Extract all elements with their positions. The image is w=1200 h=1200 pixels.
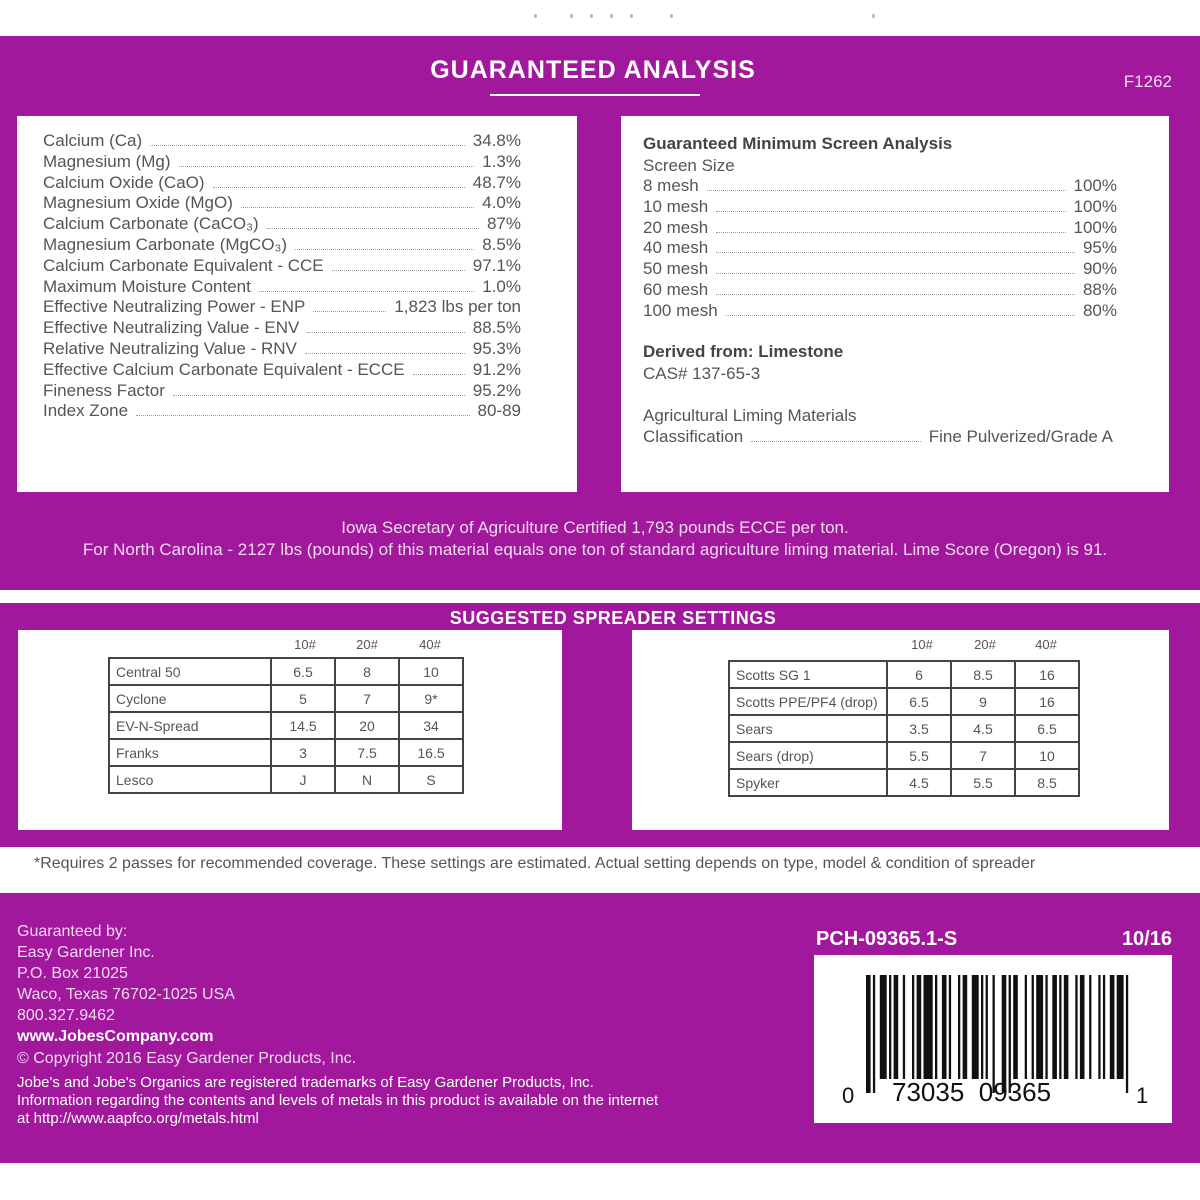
setting-cell: 16 bbox=[1015, 661, 1079, 688]
metals-info: Information regarding the contents and levels of metals in this product is available on the internet bbox=[17, 1092, 659, 1109]
pch-code: PCH-09365.1-S bbox=[816, 928, 958, 950]
analysis-label: Magnesium Oxide (MgO) bbox=[43, 193, 233, 213]
setting-cell: 16 bbox=[1015, 688, 1079, 715]
barcode-bar bbox=[1103, 975, 1105, 1079]
spreader-model: Lesco bbox=[109, 766, 271, 793]
analysis-value: 1,823 lbs per ton bbox=[394, 297, 521, 317]
setting-cell: 34 bbox=[399, 712, 463, 739]
analysis-value: 8.5% bbox=[482, 235, 521, 254]
analysis-label: Effective Calcium Carbonate Equivalent - ECCE bbox=[43, 359, 405, 379]
setting-cell: 7 bbox=[335, 685, 399, 712]
table-row bbox=[729, 769, 1079, 796]
column-header: 10# bbox=[911, 637, 933, 652]
spreader-model: Spyker bbox=[729, 769, 887, 796]
setting-cell: 8.5 bbox=[1015, 769, 1079, 796]
analysis-label: Calcium (Ca) bbox=[43, 131, 143, 150]
table-row bbox=[729, 661, 1079, 688]
barcode-bar bbox=[1089, 975, 1091, 1079]
analysis-row bbox=[43, 317, 521, 338]
north-carolina-statement: For North Carolina - 2127 lbs (pounds) of this material equals one ton of standard agriculture liming material. Lime Score (Oregon) is 91. bbox=[82, 540, 1108, 559]
barcode-bar bbox=[924, 975, 933, 1079]
mesh-row bbox=[643, 258, 1117, 279]
leader-dots bbox=[716, 258, 1075, 274]
leader-dots bbox=[150, 130, 465, 146]
barcode-bar bbox=[1036, 975, 1043, 1079]
analysis-label: Magnesium (Mg) bbox=[43, 151, 171, 171]
setting-cell: 6.5 bbox=[271, 658, 335, 685]
barcode-bar bbox=[993, 975, 995, 1093]
barcode-bar bbox=[873, 975, 875, 1093]
setting-cell: 6 bbox=[887, 661, 951, 688]
barcode-bar bbox=[1075, 975, 1077, 1079]
mesh-label: 10 mesh bbox=[643, 196, 709, 216]
analysis-value: 97.1% bbox=[472, 255, 521, 275]
barcode-bar bbox=[1025, 975, 1027, 1079]
guaranteed-analysis-title: GUARANTEED ANALYSIS bbox=[430, 56, 756, 84]
guaranteed-by-label: Guaranteed by: bbox=[17, 923, 128, 940]
spreader-model: Scotts PPE/PF4 (drop) bbox=[729, 688, 887, 715]
analysis-panel bbox=[17, 116, 577, 492]
barcode-bar bbox=[935, 975, 937, 1079]
barcode-bar bbox=[1052, 975, 1057, 1079]
analysis-label: Calcium Oxide (CaO) bbox=[43, 172, 205, 192]
barcode-bar bbox=[1064, 975, 1069, 1079]
leader-dots bbox=[305, 338, 465, 354]
setting-cell: 7.5 bbox=[335, 739, 399, 766]
analysis-label: Fineness Factor bbox=[43, 380, 165, 400]
setting-cell: 10 bbox=[399, 658, 463, 685]
barcode-bar bbox=[866, 975, 871, 1093]
analysis-value: 1.3% bbox=[482, 151, 521, 171]
analysis-row bbox=[43, 130, 521, 151]
setting-cell: 10 bbox=[1015, 742, 1079, 769]
analysis-row bbox=[43, 151, 521, 172]
setting-cell: N bbox=[335, 766, 399, 793]
table-row bbox=[109, 712, 463, 739]
spreader-table-right bbox=[728, 660, 1080, 797]
analysis-value: 91.2% bbox=[472, 359, 521, 379]
spreader-model: Central 50 bbox=[109, 658, 271, 685]
table-row bbox=[729, 688, 1079, 715]
spreader-table-left bbox=[108, 657, 464, 794]
analysis-row bbox=[43, 255, 521, 276]
setting-cell: 5.5 bbox=[887, 742, 951, 769]
analysis-label: Calcium Carbonate Equivalent - CCE bbox=[43, 255, 324, 275]
analysis-label: Effective Neutralizing Value - ENV bbox=[43, 318, 300, 338]
spreader-panel-left bbox=[18, 630, 562, 830]
product-code: F1262 bbox=[1123, 72, 1172, 91]
leader-dots bbox=[413, 359, 465, 375]
title-underline bbox=[490, 94, 700, 96]
barcode-bar bbox=[949, 975, 951, 1079]
table-row bbox=[109, 739, 463, 766]
barcode-bar bbox=[972, 975, 979, 1079]
leader-dots bbox=[751, 426, 921, 442]
analysis-value: 87% bbox=[486, 214, 521, 234]
copyright: © Copyright 2016 Easy Gardener Products, Inc. bbox=[17, 1050, 357, 1067]
analysis-label: Maximum Moisture Content bbox=[43, 276, 251, 296]
table-row bbox=[109, 658, 463, 685]
leader-dots bbox=[716, 196, 1065, 212]
spreader-note: *Requires 2 passes for recommended coverage. These settings are estimated. Actual setting depends on type, model & condition of spreader bbox=[34, 855, 1036, 872]
print-date: 10/16 bbox=[1121, 928, 1172, 950]
column-header: 40# bbox=[419, 637, 441, 652]
barcode-bar bbox=[1013, 975, 1018, 1079]
mesh-label: 40 mesh bbox=[643, 238, 709, 258]
mesh-row bbox=[643, 237, 1117, 258]
analysis-value: 80-89 bbox=[477, 401, 521, 421]
setting-cell: 6.5 bbox=[1015, 715, 1079, 742]
setting-cell: 5.5 bbox=[951, 769, 1015, 796]
mesh-label: 20 mesh bbox=[643, 217, 709, 237]
top-edge-marks bbox=[300, 14, 900, 26]
leader-dots bbox=[716, 279, 1075, 295]
setting-cell: 16.5 bbox=[399, 739, 463, 766]
leader-dots bbox=[267, 213, 479, 229]
barcode-check-digit: 1 bbox=[1136, 1083, 1149, 1108]
leader-dots bbox=[136, 400, 469, 416]
spreader-model: Franks bbox=[109, 739, 271, 766]
setting-cell: 20 bbox=[335, 712, 399, 739]
analysis-label: Relative Neutralizing Value - RNV bbox=[43, 339, 297, 358]
table-row bbox=[729, 715, 1079, 742]
leader-dots bbox=[259, 276, 474, 292]
mesh-label: 60 mesh bbox=[643, 280, 709, 299]
mesh-row bbox=[643, 279, 1117, 300]
barcode-bar bbox=[1110, 975, 1115, 1079]
barcode-bar bbox=[981, 975, 983, 1079]
spreader-panel-right bbox=[632, 630, 1169, 830]
leader-dots bbox=[213, 172, 465, 188]
leader-dots bbox=[307, 317, 464, 333]
analysis-value: 88.5% bbox=[472, 318, 521, 338]
cas-number: CAS# 137-65-3 bbox=[643, 364, 761, 383]
analysis-label: Index Zone bbox=[43, 401, 129, 421]
screen-analysis-heading: Guaranteed Minimum Screen Analysis bbox=[643, 134, 953, 153]
setting-cell: 8.5 bbox=[951, 661, 1015, 688]
barcode-bar bbox=[1032, 975, 1034, 1079]
barcode bbox=[814, 955, 1172, 1123]
column-header: 20# bbox=[356, 637, 378, 652]
mesh-label: 8 mesh bbox=[643, 176, 699, 195]
barcode-bar bbox=[903, 975, 905, 1079]
analysis-row bbox=[43, 276, 521, 297]
mesh-row bbox=[643, 300, 1117, 321]
analysis-value: 4.0% bbox=[482, 193, 521, 213]
leader-dots bbox=[241, 192, 474, 208]
po-box: P.O. Box 21025 bbox=[17, 965, 128, 982]
analysis-value: 34.8% bbox=[472, 131, 521, 150]
barcode-bar bbox=[986, 975, 988, 1079]
mesh-label: 50 mesh bbox=[643, 259, 709, 279]
analysis-row bbox=[43, 192, 521, 213]
classification-label: Classification bbox=[643, 427, 744, 446]
leader-dots bbox=[295, 234, 474, 250]
barcode-bar bbox=[889, 975, 891, 1079]
setting-cell: 5 bbox=[271, 685, 335, 712]
city-address: Waco, Texas 76702-1025 USA bbox=[17, 986, 235, 1003]
analysis-label: Magnesium Carbonate (MgCO₃) bbox=[43, 235, 288, 254]
barcode-bar bbox=[917, 975, 922, 1079]
mesh-value: 80% bbox=[1082, 300, 1117, 320]
mesh-value: 95% bbox=[1082, 238, 1117, 258]
mesh-value: 88% bbox=[1082, 280, 1117, 299]
leader-dots bbox=[707, 175, 1066, 191]
setting-cell: 7 bbox=[951, 742, 1015, 769]
analysis-row bbox=[43, 400, 521, 421]
setting-cell: S bbox=[399, 766, 463, 793]
derived-from: Derived from: Limestone bbox=[643, 342, 844, 361]
setting-cell: 8 bbox=[335, 658, 399, 685]
analysis-row bbox=[43, 296, 521, 317]
setting-cell: 4.5 bbox=[887, 769, 951, 796]
spreader-model: Sears bbox=[729, 715, 887, 742]
mesh-value: 100% bbox=[1073, 196, 1117, 216]
setting-cell: 9* bbox=[399, 685, 463, 712]
mesh-label: 100 mesh bbox=[643, 300, 718, 320]
analysis-row bbox=[43, 338, 521, 359]
analysis-row bbox=[43, 359, 521, 380]
barcode-bar bbox=[1126, 975, 1128, 1093]
barcode-bar bbox=[1098, 975, 1100, 1079]
analysis-value: 48.7% bbox=[472, 172, 521, 192]
analysis-value: 95.3% bbox=[472, 339, 521, 358]
barcode-bar bbox=[1059, 975, 1061, 1079]
column-header: 40# bbox=[1035, 637, 1057, 652]
trademark-notice: Jobe's and Jobe's Organics are registered trademarks of Easy Gardener Products, Inc. bbox=[17, 1074, 594, 1091]
mesh-value: 100% bbox=[1073, 217, 1117, 237]
barcode-bar bbox=[894, 975, 899, 1079]
column-header: 20# bbox=[974, 637, 996, 652]
website-link[interactable]: www.JobesCompany.com bbox=[17, 1028, 214, 1045]
leader-dots bbox=[726, 300, 1075, 316]
mesh-row bbox=[643, 196, 1117, 217]
analysis-value: 1.0% bbox=[482, 276, 521, 296]
mesh-row bbox=[643, 175, 1117, 196]
barcode-bar bbox=[912, 975, 914, 1079]
classification-title: Agricultural Liming Materials bbox=[643, 406, 857, 425]
barcode-bar bbox=[1117, 975, 1124, 1079]
barcode-digits: 73035 09365 bbox=[892, 1077, 1052, 1107]
spreader-model: Sears (drop) bbox=[729, 742, 887, 769]
barcode-bar bbox=[880, 975, 887, 1079]
analysis-label: Effective Neutralizing Power - ENP bbox=[43, 297, 306, 317]
analysis-label: Calcium Carbonate (CaCO₃) bbox=[43, 214, 259, 234]
screen-analysis-panel bbox=[621, 116, 1169, 492]
setting-cell: 4.5 bbox=[951, 715, 1015, 742]
barcode-bar bbox=[942, 975, 947, 1079]
barcode-bar bbox=[958, 975, 960, 1079]
iowa-certification: Iowa Secretary of Agriculture Certified 1,793 pounds ECCE per ton. bbox=[341, 518, 849, 537]
barcode-bar bbox=[1045, 975, 1047, 1079]
analysis-row bbox=[43, 172, 521, 193]
barcode-bar bbox=[1009, 975, 1011, 1093]
mesh-value: 90% bbox=[1082, 259, 1117, 279]
analysis-row bbox=[43, 234, 521, 255]
mesh-row bbox=[643, 217, 1117, 238]
analysis-row bbox=[43, 380, 521, 401]
classification-row bbox=[643, 426, 1113, 447]
setting-cell: 6.5 bbox=[887, 688, 951, 715]
spreader-model: EV-N-Spread bbox=[109, 712, 271, 739]
spreader-settings-title: SUGGESTED SPREADER SETTINGS bbox=[449, 608, 777, 628]
table-row bbox=[109, 685, 463, 712]
metals-url[interactable]: at http://www.aapfco.org/metals.html bbox=[17, 1110, 259, 1127]
table-row bbox=[729, 742, 1079, 769]
leader-dots bbox=[179, 151, 475, 167]
column-header: 10# bbox=[294, 637, 316, 652]
leader-dots bbox=[313, 296, 386, 312]
setting-cell: 3 bbox=[271, 739, 335, 766]
barcode-bar bbox=[963, 975, 968, 1079]
mesh-value: 100% bbox=[1073, 176, 1117, 195]
barcode-bar bbox=[1080, 975, 1085, 1079]
classification-value: Fine Pulverized/Grade A bbox=[928, 427, 1113, 446]
setting-cell: 14.5 bbox=[271, 712, 335, 739]
phone-number: 800.327.9462 bbox=[17, 1007, 115, 1024]
table-row bbox=[109, 766, 463, 793]
leader-dots bbox=[173, 380, 465, 396]
setting-cell: 3.5 bbox=[887, 715, 951, 742]
leader-dots bbox=[716, 217, 1065, 233]
barcode-bar bbox=[1002, 975, 1007, 1093]
leader-dots bbox=[332, 255, 465, 271]
spreader-model: Scotts SG 1 bbox=[729, 661, 887, 688]
setting-cell: 9 bbox=[951, 688, 1015, 715]
analysis-value: 95.2% bbox=[472, 380, 521, 400]
analysis-row bbox=[43, 213, 521, 234]
leader-dots bbox=[716, 237, 1075, 253]
barcode-number-system: 0 bbox=[842, 1083, 855, 1108]
screen-size-label: Screen Size bbox=[643, 156, 735, 175]
spreader-model: Cyclone bbox=[109, 685, 271, 712]
setting-cell: J bbox=[271, 766, 335, 793]
company-name: Easy Gardener Inc. bbox=[17, 944, 155, 961]
